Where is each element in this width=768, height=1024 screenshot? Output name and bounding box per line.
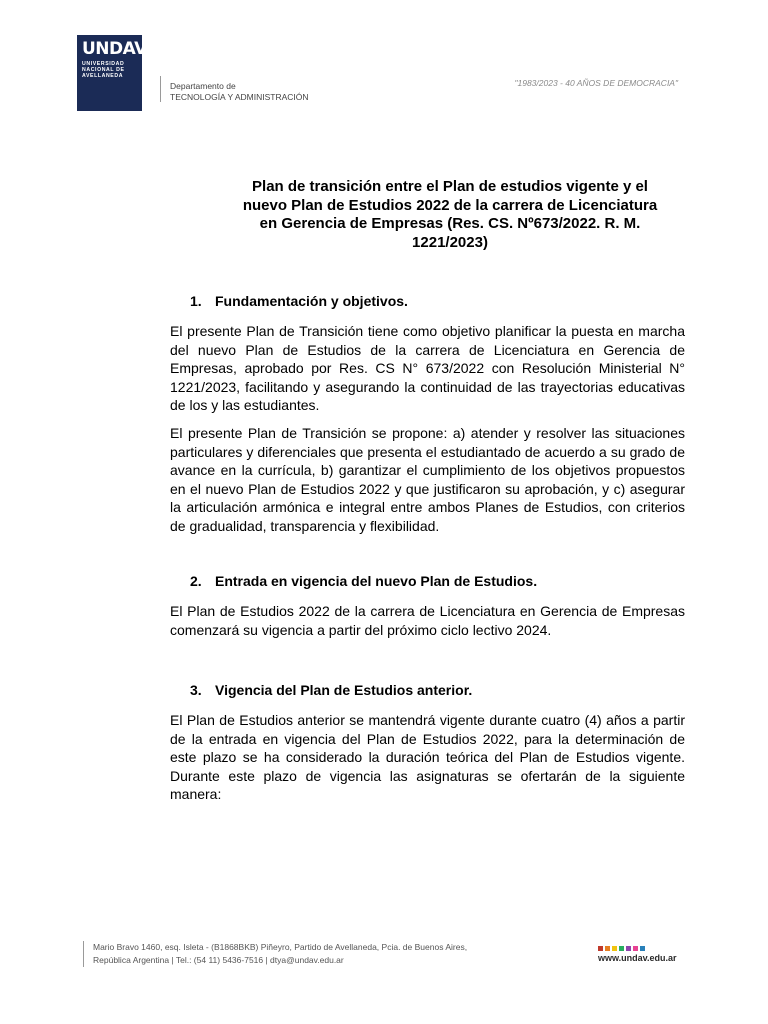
- section-title: Vigencia del Plan de Estudios anterior.: [215, 682, 473, 698]
- section-title: Entrada en vigencia del nuevo Plan de Estudios.: [215, 573, 538, 589]
- brand-dot: [640, 946, 645, 951]
- document-title: [230, 178, 670, 252]
- brand-dot: [626, 946, 631, 951]
- title-line: en Gerencia de Empresas (Res. CS. Nº673/2022. R. M.: [259, 215, 641, 232]
- section-title: Fundamentación y objetivos.: [215, 293, 408, 309]
- section-number: 2.: [190, 573, 202, 589]
- department-label: [170, 81, 309, 103]
- footer-divider: [83, 941, 84, 967]
- brand-dot: [605, 946, 610, 951]
- section-heading-2: [190, 572, 537, 590]
- title-line: 1221/2023): [412, 233, 488, 251]
- footer-address: [93, 941, 467, 966]
- footer-website: www.undav.edu.ar: [598, 953, 677, 963]
- header-divider: [160, 76, 161, 102]
- logo-sub-line: AVELLANEDA: [82, 73, 124, 79]
- brand-dot: [619, 946, 624, 951]
- title-line: nuevo Plan de Estudios 2022 de la carrera de Licenciatura: [242, 196, 658, 214]
- title-line: Plan de transición entre el Plan de estudios vigente y el: [252, 178, 648, 195]
- section-2-paragraph-1: El Plan de Estudios 2022 de la carrera de Licenciatura en Gerencia de Empresas comenzará su vigencia a partir del próximo ciclo lectivo 2024.: [170, 603, 685, 638]
- footer-address-line-2: República Argentina | Tel.: (54 11) 5436-7516 | dtya@undav.edu.ar: [93, 954, 344, 965]
- brand-dot: [612, 946, 617, 951]
- department-line-2: TECNOLOGÍA Y ADMINISTRACIÓN: [170, 92, 309, 102]
- section-3-paragraph-1: El Plan de Estudios anterior se mantendrá vigente durante cuatro (4) años a partir de la entrada en vigencia del Plan de Estudios 2022, para la determinación de este plazo se ha considerado la duración teórica del Plan de Estudios vigente. Durante este plazo de vigencia las asignaturas se ofertarán de la siguiente manera:: [170, 712, 685, 802]
- section-number: 3.: [190, 682, 202, 698]
- brand-color-dots: [598, 946, 645, 951]
- section-1-paragraph-1: El presente Plan de Transición tiene como objetivo planificar la puesta en marcha del nuevo Plan de Estudios de la carrera de Licenciatura en Gerencia de Empresas, aprobado por Res. CS N° 673/2022 con Resolución Ministerial N° 1221/2023, facilitando y asegurando la continuidad de las trayectorias educativas de los y las estudiantes.: [170, 323, 685, 413]
- section-heading-3: [190, 681, 472, 699]
- brand-dot: [598, 946, 603, 951]
- section-1-paragraph-2: El presente Plan de Transición se propone: a) atender y resolver las situaciones particulares y diferenciales que presenta el estudiantado de acuerdo a su grado de avance en la currícula, b) garantizar el cumplimiento de los objetivos propuestos en el nuevo Plan de Estudios 2022 y que justificaron su aprobación, y c) asegurar la articulación armónica e integral entre ambos Planes de Estudios, con criterios de gradualidad, transparencia y flexibilidad.: [170, 425, 685, 534]
- undav-logo: [77, 35, 147, 111]
- footer-address-line-1: Mario Bravo 1460, esq. Isleta - (B1868BKB) Piñeyro, Partido de Avellaneda, Pcia. de Buenos Aires,: [93, 942, 468, 952]
- logo-subtitle: [82, 61, 138, 79]
- brand-dot: [633, 946, 638, 951]
- logo-sub-line: UNIVERSIDAD: [82, 61, 125, 67]
- section-heading-1: [190, 292, 408, 310]
- section-number: 1.: [190, 293, 202, 309]
- logo-sub-line: NACIONAL DE: [82, 67, 125, 73]
- header-motto: "1983/2023 - 40 AÑOS DE DEMOCRACIA": [514, 78, 678, 88]
- department-line-1: Departamento de: [170, 81, 236, 91]
- logo-wordmark: UNDAV: [82, 39, 147, 59]
